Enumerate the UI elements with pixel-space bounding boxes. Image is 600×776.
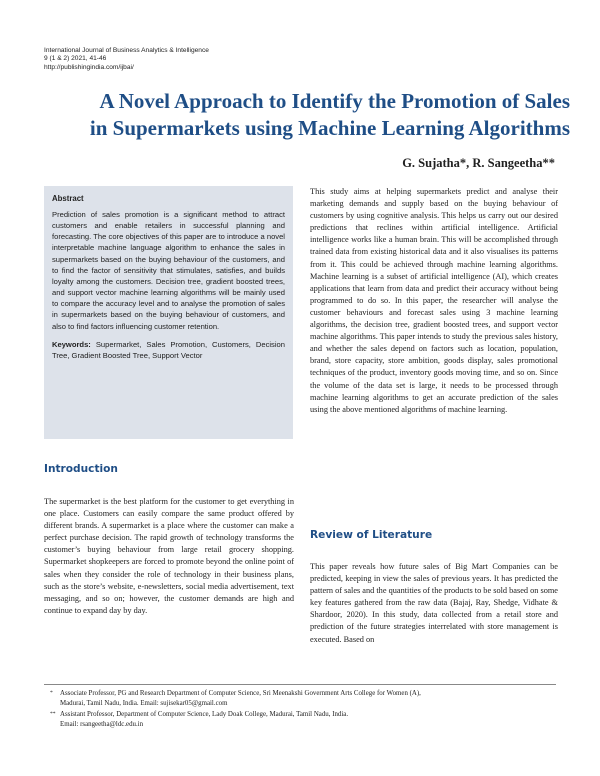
footnote-2-line-2: Email: rsangeetha@ldc.edu.in	[60, 721, 144, 729]
paper-title	[30, 88, 570, 142]
footnotes	[44, 689, 560, 731]
review-heading: Review of Literature	[310, 529, 433, 541]
abstract-box	[44, 186, 293, 439]
journal-issue: 9 (1 & 2) 2021, 41-46	[44, 55, 107, 63]
keywords-list: Supermarket, Sales Promotion, Customers, Decision Tree, Gradient Boosted Tree, Support Vector	[52, 339, 285, 360]
footnote-2-line-1: Assistant Professor, Department of Computer Science, Lady Doak College, Madurai, Tamil Nadu, India.	[60, 710, 349, 718]
paper-authors: G. Sujatha*, R. Sangeetha**	[402, 156, 555, 170]
journal-url[interactable]: http://publishingindia.com/ijbai/	[44, 63, 134, 71]
footnote-1	[44, 689, 560, 710]
introduction-text: The supermarket is the best platform for the customer to get everything in one place. Customers can easily compare the same product offered by different brands. A supermarket is a place where the customer can make a perfect purchase decision. The rapid growth of technology transforms the customer’s buying behaviour from large retail grocery shopping. Supermarket shopkeepers are forced to promote beyond the online point of sales when they consider the role of technology in their business plans, such as the store’s website, e-newsletters, social media advertisement, text messaging, and so on; however, the customer demands are high and continue to expand day by day.	[44, 497, 294, 615]
review-text: This paper reveals how future sales of Big Mart Companies can be predicted, keeping in view the sales of previous years. It has predicted the pattern of sales and the quantities of the products to be sold based on some key features gathered from the raw data (Bajaj, Ray, Shedge, Vidhate & Shardoor, 2020). In this study, data collected from a retail store and prediction of the future strategies interrelated with store management is executed. Based on	[310, 562, 558, 644]
title-line-1: A Novel Approach to Identify the Promotion of Sales	[99, 89, 570, 113]
footnote-2-mark: **	[50, 710, 56, 717]
footnote-2	[44, 710, 560, 731]
journal-name: International Journal of Business Analytics & Intelligence	[44, 47, 209, 54]
intro-continued-text: This study aims at helping supermarkets predict and analyse their marketing demands and supply based on the buying behaviour of customers by using cognitive analysis. This helps us carry out our desired predictions that reclines within artificial intelligence. Artificial intelligence works like a human brain. This will be accomplished through trained data from existing historical data and it also visualises its patterns from it. This could be achieved through machine learning algorithms. Machine learning is a subset of artificial intelligence (AI), which creates applications that learn from data and predict their accuracy without being programmed to do so. In this paper, the researcher will analyse the customer behaviours and forecast sales using 3 machine learning algorithms, the decision tree, gradient boosted trees, and support vector machine algorithms. This paper intends to study the previous sales history, and whether the sales depend on factors such as location, population, brand, store capacity, store ambition, goods display, sales promotional techniques of the product, inventory goods moving time, and so on. Since the volume of the data set is large, it needs to be processed through machine learning algorithms to get an accurate prediction of the sales using the above mentioned algorithms of machine learning.	[310, 187, 558, 414]
introduction-heading: Introduction	[44, 463, 118, 475]
keywords	[52, 339, 285, 361]
footnote-1-mark: *	[50, 690, 53, 696]
abstract-heading: Abstract	[52, 194, 84, 203]
title-line-2: in Supermarkets using Machine Learning Algorithms	[89, 116, 570, 140]
abstract-text: Prediction of sales promotion is a significant method to attract customers and enable retailers in successful planning and forecasting. The core objectives of this paper are to introduce a novel interpretable machine language algorithm to enhance the sales in supermarkets based on the buying behaviour of the customers, and to find the factor of sensitivity that stimulates, satisfies, and builds loyalty among the customers. Decision tree, gradient boosted trees, and support vector machine learning algorithms will be mainly used to compare the accuracy level and to analyse the promotion of sales in supermarkets based on the buying behaviour of customers, and also to find factors influencing customer retention.	[52, 210, 285, 331]
footnote-1-line-1: Associate Professor, PG and Research Department of Computer Science, Sri Meenakshi Government Arts College for Women (A),	[60, 690, 421, 697]
footnote-divider	[44, 684, 556, 685]
keywords-label: Keywords:	[52, 339, 91, 349]
journal-header	[44, 47, 209, 72]
footnote-1-line-2: Madurai, Tamil Nadu, India. Email: sujisekar05@gmail.com	[60, 700, 228, 708]
